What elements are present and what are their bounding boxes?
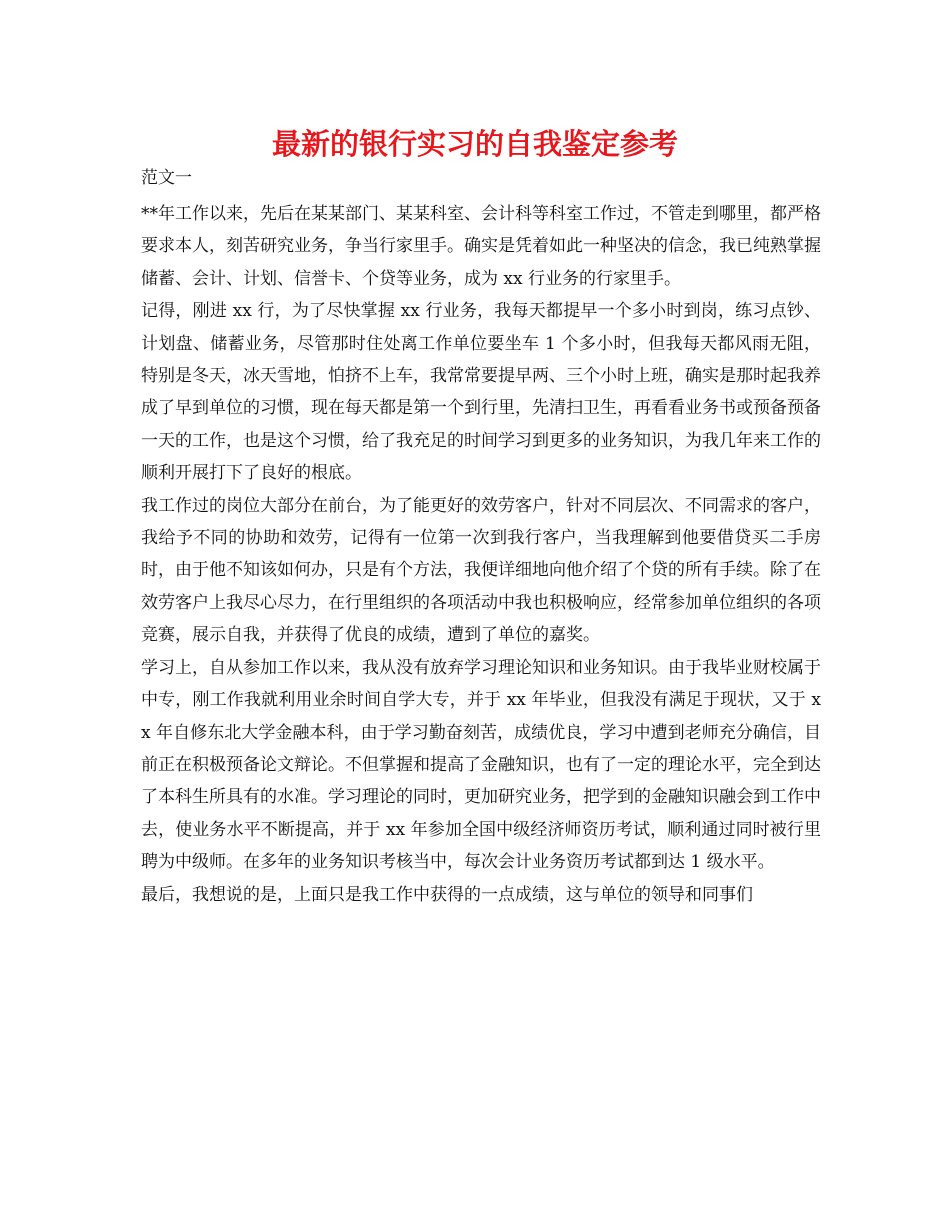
paragraph: 记得，刚进 xx 行，为了尽快掌握 xx 行业务，我每天都提早一个多小时到岗，练习点钞、计划盘、储蓄业务，尽管那时住处离工作单位要坐车 1 个多小时，但我每天都风雨无阻，特别是冬天，冰天雪地，怕挤不上车，我常常要提早两、三个小时上班，确实是那时起我养成了早到单位的习惯，现在每天都是第一个到行里，先清扫卫生，再看看业务书或预备预备一天的工作，也是这个习惯，给了我充足的时间学习到更多的业务知识，为我几年来工作的顺利开展打下了良好的根底。	[141, 301, 821, 484]
document-subtitle: 范文一	[141, 168, 192, 188]
paragraph: 我工作过的岗位大部分在前台，为了能更好的效劳客户，针对不同层次、不同需求的客户，我给予不同的协助和效劳，记得有一位第一次到我行客户，当我理解到他要借贷买二手房时，由于他不知该如何办，只是有个方法，我便详细地向他介绍了个贷的所有手续。除了在效劳客户上我尽心尽力，在行里组织的各项活动中我也积极响应，经常参加单位组织的各项竞赛，展示自我，并获得了优良的成绩，遭到了单位的嘉奖。	[141, 495, 821, 646]
document-title: 最新的银行实习的自我鉴定参考	[271, 127, 678, 161]
paragraph: 最后，我想说的是，上面只是我工作中获得的一点成绩，这与单位的领导和同事们	[141, 884, 753, 905]
paragraph: 学习上，自从参加工作以来，我从没有放弃学习理论知识和业务知识。由于我毕业财校属于中专，刚工作我就利用业余时间自学大专，并于 xx 年毕业，但我没有满足于现状，又于 xx 年自修东北大学金融本科，由于学习勤奋刻苦，成绩优良，学习中遭到老师充分确信，目前正在积极预备论文辩论。不但掌握和提高了金融知识，也有了一定的理论水平，完全到达了本科生所具有的水准。学习理论的同时，更加研究业务，把学到的金融知识融会到工作中去，使业务水平不断提高，并于 xx 年参加全国中级经济师资历考试，顺利通过同时被行里聘为中级师。在多年的业务知识考核当中，每次会计业务资历考试都到达 1 级水平。	[141, 657, 821, 873]
document-body	[141, 198, 821, 911]
paragraph: **年工作以来，先后在某某部门、某某科室、会计科等科室工作过，不管走到哪里，都严格要求本人，刻苦研究业务，争当行家里手。确实是凭着如此一种坚决的信念，我已纯熟掌握储蓄、会计、计划、信誉卡、个贷等业务，成为 xx 行业务的行家里手。	[141, 204, 821, 289]
